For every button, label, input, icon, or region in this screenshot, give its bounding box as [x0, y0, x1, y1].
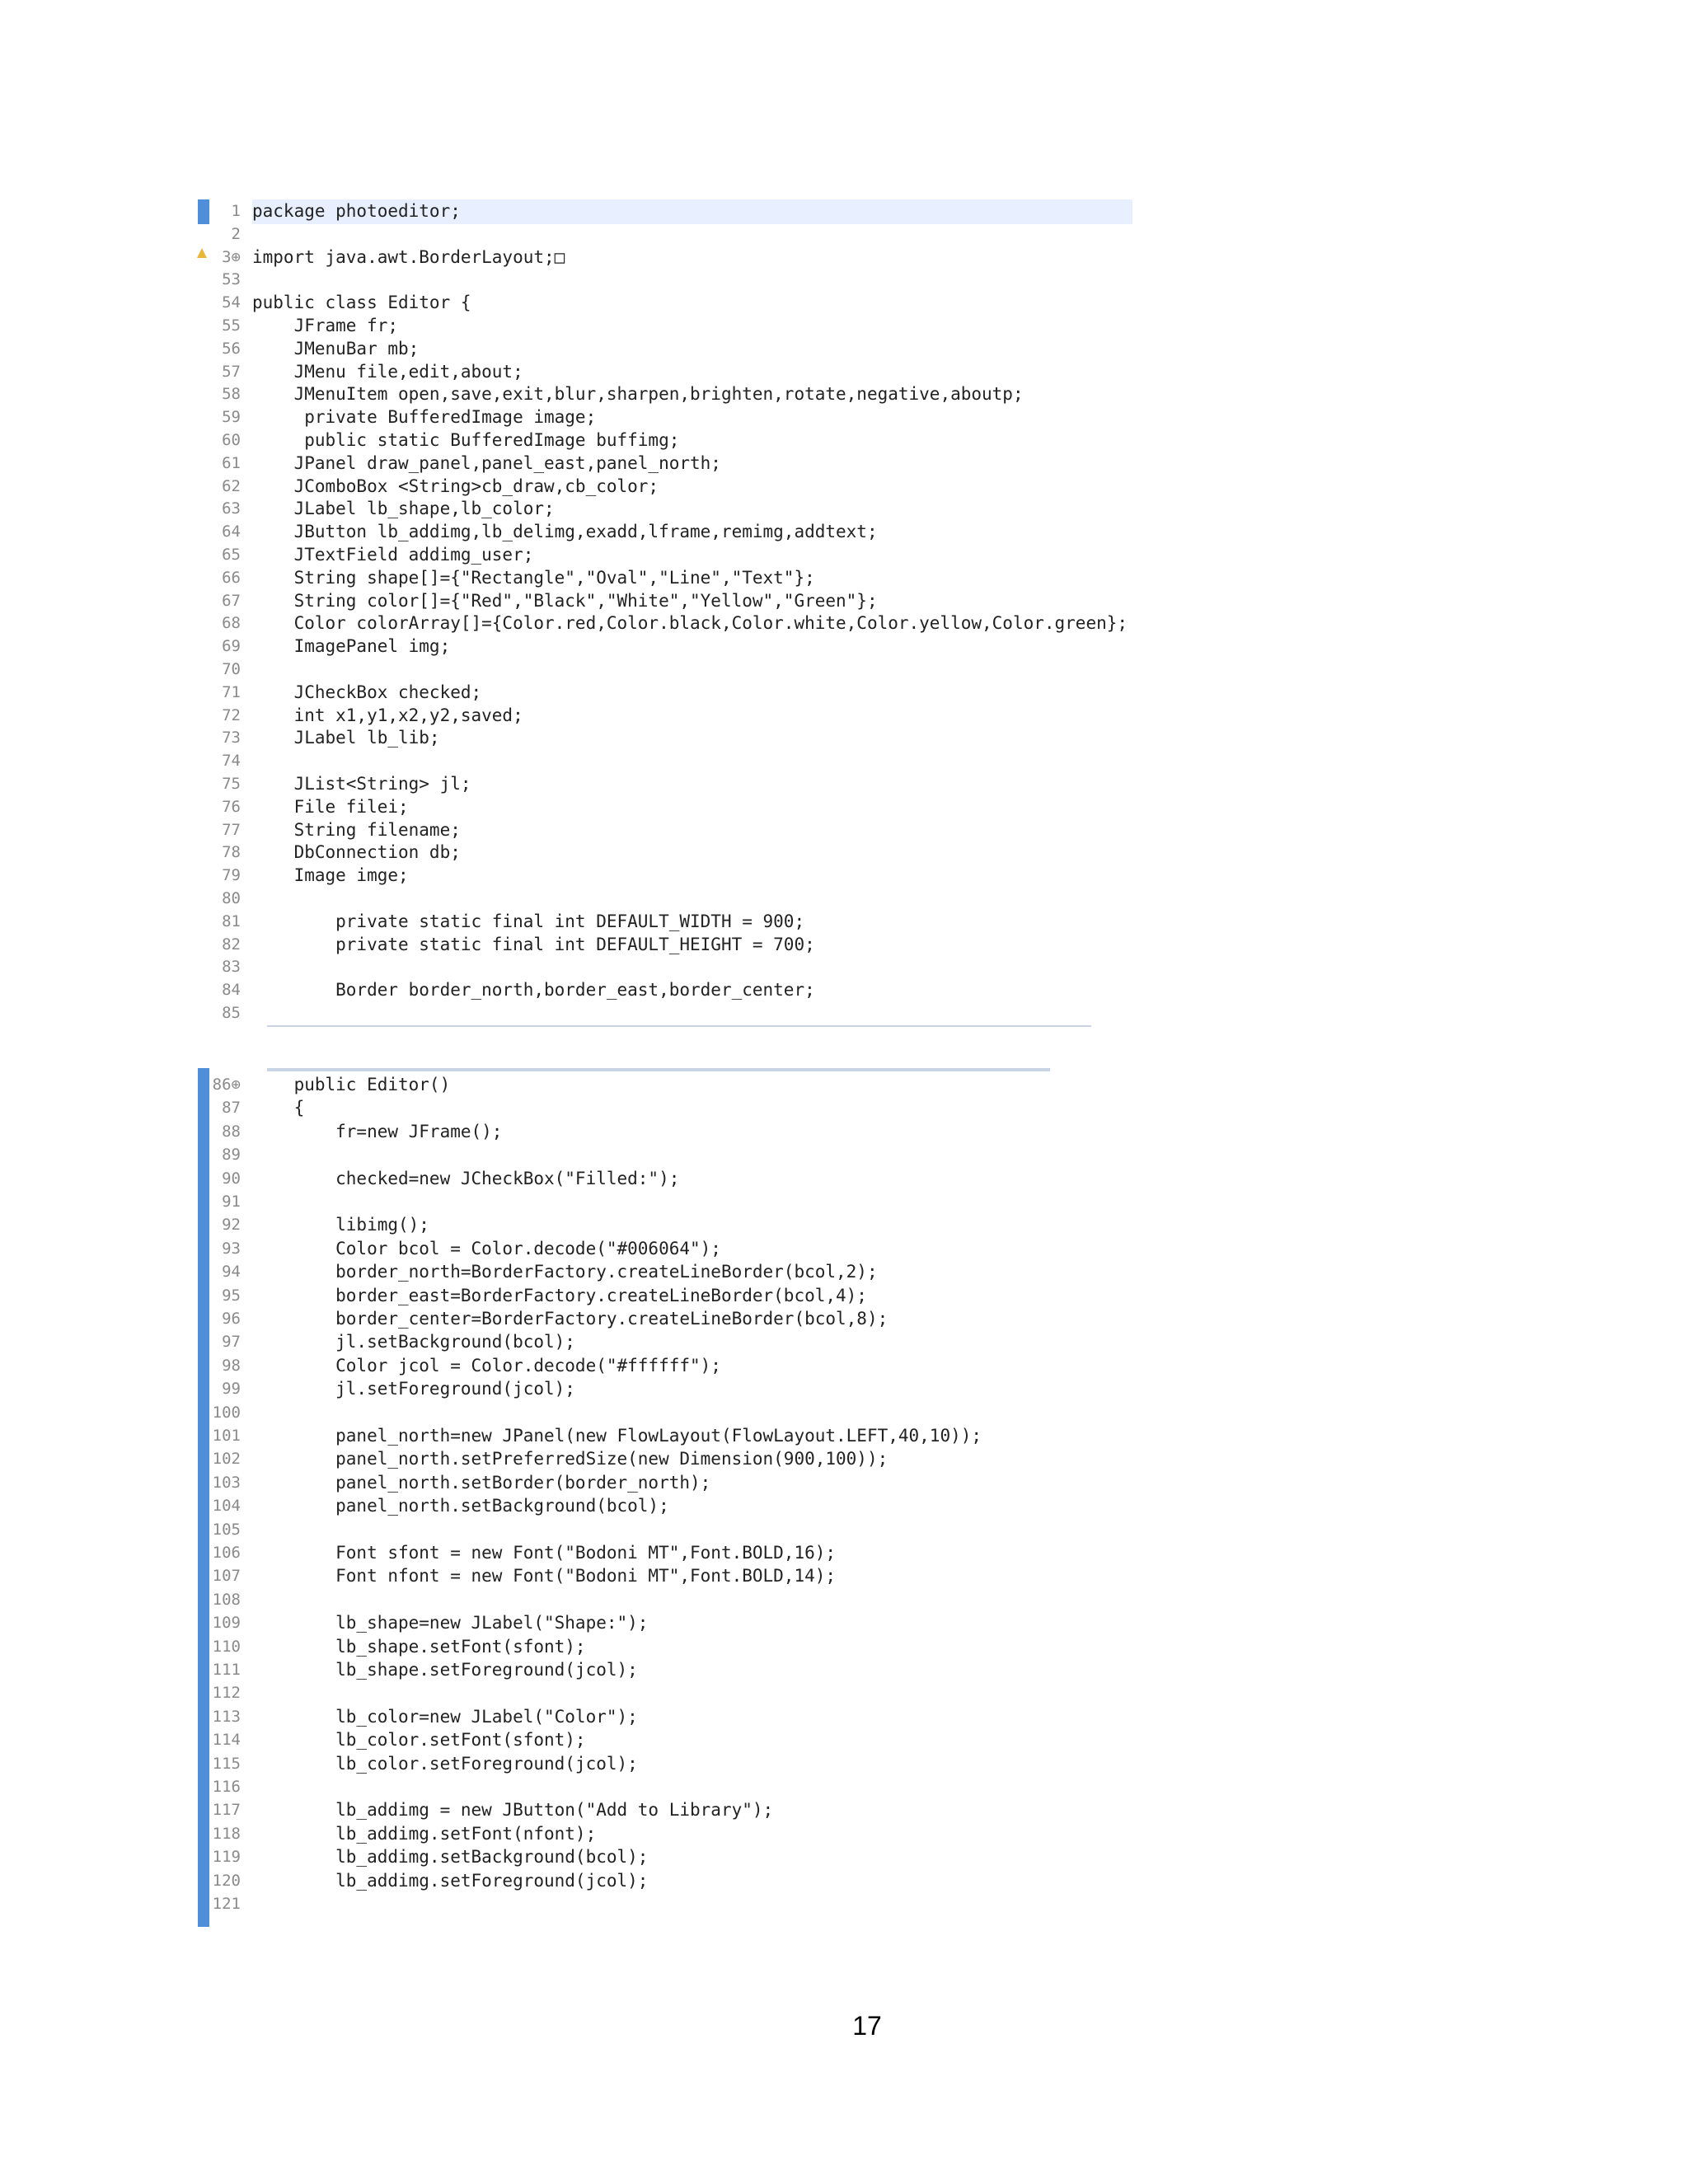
line-number: 119 — [212, 1848, 241, 1867]
line-number: 79 — [222, 866, 241, 885]
code-text: lb_addimg = new JButton("Add to Library"); — [252, 1800, 774, 1821]
code-line — [193, 1120, 1054, 1143]
line-number: 111 — [212, 1661, 241, 1679]
line-number: 78 — [222, 843, 241, 862]
code-text: jl.setBackground(bcol); — [252, 1332, 575, 1352]
line-number: 103 — [212, 1473, 241, 1492]
line-number: 76 — [222, 797, 241, 816]
line-number: 57 — [222, 362, 241, 381]
line-number: 55 — [222, 316, 241, 335]
code-line — [193, 429, 1132, 452]
line-number: 59 — [222, 408, 241, 427]
line-number: 100 — [212, 1403, 241, 1422]
code-text: JLabel lb_shape,lb_color; — [252, 499, 555, 519]
code-line — [193, 475, 1132, 498]
code-line — [193, 978, 1132, 1001]
code-line — [193, 1681, 1054, 1704]
code-line — [193, 1073, 1054, 1096]
line-number: 117 — [212, 1801, 241, 1820]
line-number: 61 — [222, 453, 241, 472]
code-text: border_north=BorderFactory.createLineBorder(bcol,2); — [252, 1262, 878, 1282]
code-line — [193, 681, 1132, 704]
code-text: JPanel draw_panel,panel_east,panel_north; — [252, 452, 721, 473]
line-number: 56 — [222, 339, 241, 358]
code-screenshot-bottom — [193, 1068, 1054, 1927]
line-number: 87 — [222, 1099, 241, 1118]
code-line — [193, 1471, 1054, 1494]
code-text: panel_north.setBorder(border_north); — [252, 1472, 711, 1493]
code-line — [193, 1213, 1054, 1236]
line-number: 98 — [222, 1356, 241, 1375]
code-line — [193, 1401, 1054, 1424]
line-number: 70 — [222, 660, 241, 678]
line-number: 68 — [222, 614, 241, 633]
code-line — [193, 1424, 1054, 1447]
code-text: lb_shape.setFont(sfont); — [252, 1636, 586, 1657]
code-text: lb_addimg.setForeground(jcol); — [252, 1870, 649, 1891]
code-text: Color bcol = Color.decode("#006064"); — [252, 1238, 721, 1258]
code-line — [193, 1775, 1054, 1798]
code-line — [193, 360, 1132, 383]
line-number: 64 — [222, 523, 241, 541]
code-line — [193, 1354, 1054, 1377]
code-line — [193, 1237, 1054, 1260]
code-line — [193, 910, 1132, 933]
code-text: JMenu file,edit,about; — [252, 361, 523, 382]
code-text: JMenuBar mb; — [252, 338, 420, 359]
code-line — [193, 1611, 1054, 1634]
code-text: Font nfont = new Font("Bodoni MT",Font.BOLD,14); — [252, 1566, 837, 1586]
line-number: 104 — [212, 1497, 241, 1516]
code-line — [193, 337, 1132, 360]
code-line — [193, 452, 1132, 475]
code-text: Image imge; — [252, 865, 409, 886]
line-number: 121 — [212, 1895, 241, 1913]
code-line — [193, 749, 1132, 772]
code-line — [193, 864, 1132, 887]
line-number: 3⊕ — [222, 247, 241, 266]
code-screenshot-top — [193, 196, 1132, 1029]
code-text: package photoeditor; — [252, 201, 461, 221]
code-line — [193, 612, 1132, 635]
line-number: 90 — [222, 1169, 241, 1188]
line-number: 1 — [231, 202, 241, 220]
code-line — [193, 933, 1132, 956]
code-line — [193, 405, 1132, 429]
code-text: checked=new JCheckBox("Filled:"); — [252, 1168, 680, 1188]
code-text: Color colorArray[]={Color.red,Color.black,Color.white,Color.yellow,Color.green}; — [252, 613, 1128, 634]
line-number: 95 — [222, 1286, 241, 1305]
code-line — [193, 314, 1132, 337]
code-line — [193, 1728, 1054, 1751]
code-line — [193, 887, 1132, 910]
line-number: 107 — [212, 1567, 241, 1586]
line-number: 115 — [212, 1754, 241, 1773]
line-number: 88 — [222, 1122, 241, 1141]
code-line — [193, 841, 1132, 864]
line-number: 110 — [212, 1637, 241, 1656]
code-text: JButton lb_addimg,lb_delimg,exadd,lframe,remimg,addtext; — [252, 522, 878, 542]
line-number: 109 — [212, 1614, 241, 1633]
line-number: 71 — [222, 682, 241, 701]
code-text: public Editor() — [252, 1075, 451, 1094]
code-text: JTextField addimg_user; — [252, 545, 534, 565]
code-text: import java.awt.BorderLayout;□ — [252, 246, 565, 267]
code-line — [193, 223, 1132, 246]
code-text: lb_shape.setForeground(jcol); — [252, 1660, 638, 1680]
line-number: 81 — [222, 912, 241, 930]
line-number: 66 — [222, 568, 241, 587]
top-ruler-line — [267, 1068, 1050, 1071]
code-line — [193, 268, 1132, 291]
line-number: 62 — [222, 476, 241, 495]
code-text: JFrame fr; — [252, 316, 399, 335]
code-text: String color[]={"Red","Black","White","Yellow","Green"}; — [252, 590, 878, 611]
line-number: 118 — [212, 1824, 241, 1843]
code-line — [193, 1541, 1054, 1564]
code-line — [193, 1143, 1054, 1166]
code-line — [193, 1447, 1054, 1470]
code-line — [193, 1752, 1054, 1775]
line-number: 54 — [222, 293, 241, 312]
code-line — [193, 658, 1132, 681]
line-number: 91 — [222, 1193, 241, 1211]
line-number: 63 — [222, 499, 241, 518]
code-text: JComboBox <String>cb_draw,cb_color; — [252, 476, 659, 496]
code-line — [193, 497, 1132, 520]
code-text: File filei; — [252, 796, 409, 817]
code-line — [193, 1798, 1054, 1821]
code-text: JCheckBox checked; — [252, 682, 482, 702]
code-text: panel_north.setBackground(bcol); — [252, 1496, 669, 1516]
line-number: 93 — [222, 1239, 241, 1258]
code-line — [193, 1167, 1054, 1190]
code-line — [193, 1190, 1054, 1213]
code-text: lb_shape=new JLabel("Shape:"); — [252, 1613, 649, 1633]
line-number: 120 — [212, 1871, 241, 1890]
line-number: 53 — [222, 270, 241, 289]
line-number: 106 — [212, 1544, 241, 1562]
code-text: String shape[]={"Rectangle","Oval","Line","Text"}; — [252, 567, 815, 588]
code-text: { — [252, 1098, 305, 1118]
line-number: 92 — [222, 1216, 241, 1235]
code-text: panel_north.setPreferredSize(new Dimension(900,100)); — [252, 1449, 889, 1469]
code-text: lb_color.setFont(sfont); — [252, 1730, 586, 1750]
code-text: private static final int DEFAULT_HEIGHT = 700; — [252, 934, 815, 954]
code-line — [193, 246, 1132, 269]
line-number: 99 — [222, 1380, 241, 1399]
line-number: 74 — [222, 752, 241, 771]
code-line — [193, 1588, 1054, 1611]
code-line — [193, 291, 1132, 314]
code-text: private BufferedImage image; — [252, 407, 597, 428]
code-line — [193, 1001, 1132, 1024]
code-line — [193, 795, 1132, 818]
code-text: DbConnection db; — [252, 842, 461, 863]
code-text: libimg(); — [252, 1215, 429, 1235]
code-text: JMenuItem open,save,exit,blur,sharpen,brighten,rotate,negative,aboutp; — [252, 384, 1024, 405]
code-line — [193, 1518, 1054, 1541]
line-number: 116 — [212, 1778, 241, 1796]
code-line — [193, 1096, 1054, 1119]
code-line — [193, 1307, 1054, 1330]
line-number: 60 — [222, 431, 241, 449]
line-number: 82 — [222, 935, 241, 954]
code-text: lb_addimg.setBackground(bcol); — [252, 1847, 649, 1868]
code-line — [193, 566, 1132, 589]
code-text: JLabel lb_lib; — [252, 728, 440, 748]
code-text: private static final int DEFAULT_WIDTH = 900; — [252, 911, 805, 931]
code-line — [193, 382, 1132, 405]
code-line — [193, 1822, 1054, 1845]
code-text: public static BufferedImage buffimg; — [252, 430, 680, 450]
code-text: Font sfont = new Font("Bodoni MT",Font.BOLD,16); — [252, 1543, 837, 1563]
code-text: ImagePanel img; — [252, 636, 451, 657]
code-text: lb_addimg.setFont(nfont); — [252, 1823, 597, 1844]
line-number: 101 — [212, 1427, 241, 1445]
line-number: 114 — [212, 1731, 241, 1750]
code-line — [193, 1494, 1054, 1517]
line-number: 84 — [222, 981, 241, 1000]
code-line — [193, 1658, 1054, 1681]
line-number: 75 — [222, 775, 241, 793]
code-text: fr=new JFrame(); — [252, 1121, 503, 1141]
code-line — [193, 543, 1132, 566]
line-number: 58 — [222, 385, 241, 404]
code-text: String filename; — [252, 819, 461, 840]
line-number: 83 — [222, 958, 241, 977]
code-line — [193, 1705, 1054, 1728]
code-text: jl.setForeground(jcol); — [252, 1379, 575, 1399]
code-text: Border border_north,border_east,border_center; — [252, 980, 815, 1001]
line-number: 112 — [212, 1684, 241, 1703]
code-line — [193, 818, 1132, 841]
line-number: 72 — [222, 705, 241, 724]
code-line — [193, 955, 1132, 978]
separator-line — [267, 1025, 1091, 1027]
line-number: 2 — [231, 224, 241, 243]
line-number: 73 — [222, 729, 241, 748]
line-number: 77 — [222, 820, 241, 839]
line-number: 89 — [222, 1146, 241, 1165]
code-text: int x1,y1,x2,y2,saved; — [252, 705, 523, 725]
code-line — [193, 520, 1132, 543]
line-number: 67 — [222, 591, 241, 610]
code-line — [193, 199, 1132, 223]
code-line — [193, 1330, 1054, 1353]
line-number: 69 — [222, 637, 241, 656]
code-line — [193, 1869, 1054, 1892]
code-text: lb_color=new JLabel("Color"); — [252, 1706, 638, 1727]
code-line — [193, 704, 1132, 727]
line-number: 85 — [222, 1004, 241, 1022]
line-number: 65 — [222, 546, 241, 564]
code-text: JList<String> jl; — [252, 774, 471, 794]
page-number: 17 — [852, 2011, 882, 2041]
code-text: public class Editor { — [252, 293, 471, 313]
code-line — [193, 1635, 1054, 1658]
code-line — [193, 726, 1132, 749]
line-number: 105 — [212, 1520, 241, 1539]
code-text: border_east=BorderFactory.createLineBorder(bcol,4); — [252, 1285, 867, 1305]
code-text: border_center=BorderFactory.createLineBorder(bcol,8); — [252, 1309, 889, 1329]
code-text: panel_north=new JPanel(new FlowLayout(FlowLayout.LEFT,40,10)); — [252, 1426, 982, 1446]
code-line — [193, 1564, 1054, 1587]
code-line — [193, 1377, 1054, 1400]
line-number: 86⊕ — [212, 1076, 241, 1094]
line-number: 94 — [222, 1263, 241, 1282]
line-number: 97 — [222, 1333, 241, 1352]
code-line — [193, 1284, 1054, 1307]
code-line — [193, 589, 1132, 612]
code-line — [193, 1892, 1054, 1915]
code-line — [193, 635, 1132, 658]
code-line — [193, 1845, 1054, 1868]
code-line — [193, 1260, 1054, 1283]
line-number: 113 — [212, 1707, 241, 1726]
line-number: 102 — [212, 1450, 241, 1469]
code-text: lb_color.setForeground(jcol); — [252, 1753, 638, 1774]
line-number: 96 — [222, 1310, 241, 1328]
code-text: Color jcol = Color.decode("#ffffff"); — [252, 1355, 721, 1376]
code-line — [193, 772, 1132, 795]
line-number: 80 — [222, 889, 241, 907]
line-number: 108 — [212, 1590, 241, 1609]
